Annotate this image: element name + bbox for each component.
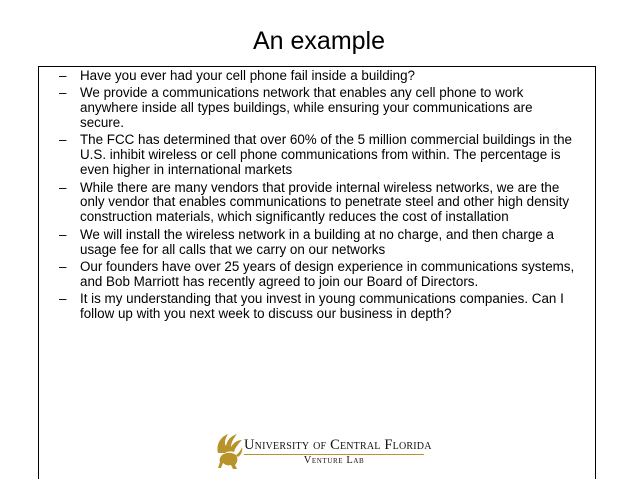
bullet-item	[59, 260, 579, 290]
bullet-item	[59, 228, 579, 258]
bullet-text: While there are many vendors that provide internal wireless networks, we are the only vendor that enables communications to penetrate steel and other high density construction materials, which significantly reduces the cost of installation	[80, 179, 570, 225]
bullet-dash: –	[59, 226, 67, 242]
bullet-text: It is my understanding that you invest in young communications companies. Can I follow up with you next week to discuss our business in depth?	[80, 291, 564, 321]
bullet-dash: –	[59, 291, 67, 307]
slide-title: An example	[252, 27, 386, 55]
bullet-dash: –	[59, 258, 67, 274]
bullet-text: Have you ever had your cell phone fail inside a building?	[80, 68, 415, 83]
bullet-list	[59, 69, 579, 324]
bullet-dash: –	[59, 68, 67, 83]
logo-lab: Venture Lab	[303, 455, 365, 466]
bullet-text: Our founders have over 25 years of design experience in communications systems, and Bob Marriott has recently agreed to join our Board of Directors.	[80, 258, 575, 289]
pegasus-icon	[214, 431, 244, 471]
bullet-text: We will install the wireless network in a building at no charge, and then charge a usage fee for all calls that we carry on our networks	[80, 226, 554, 257]
bullet-dash: –	[59, 85, 67, 101]
bullet-dash: –	[59, 132, 67, 148]
ucf-logo	[214, 431, 432, 471]
bullet-item	[59, 133, 579, 178]
bullet-item	[59, 292, 579, 322]
logo-university: University of Central Florida	[244, 437, 432, 453]
bullet-text: We provide a communications network that enables any cell phone to work anywhere inside all types buildings, while ensuring your communications are secure.	[80, 85, 533, 131]
bullet-dash: –	[59, 179, 67, 195]
bullet-text: The FCC has determined that over 60% of the 5 million commercial buildings in the U.S. inhibit wireless or cell phone communications from within. The percentage is even higher in international markets	[80, 132, 572, 178]
bullet-item	[59, 181, 579, 226]
bullet-item	[59, 69, 579, 84]
bullet-item	[59, 86, 579, 131]
